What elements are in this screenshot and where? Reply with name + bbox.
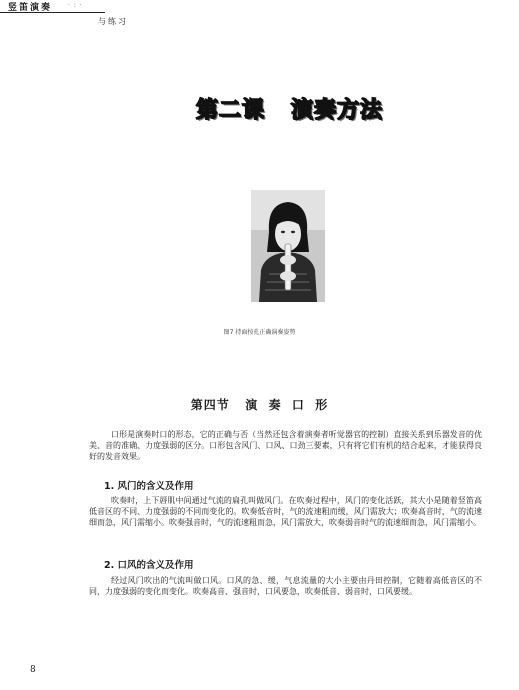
intro-paragraph: 口形是演奏时口的形态，它的正确与否（当然还包含着演奏者听觉器官的控制）直接关系到乐器发音的优美、音的准确、力度强弱的区分。口形包含风门、口风、口劲三要素，只有将它们有机的结合起来，才能获得良好的发音效果。	[89, 430, 482, 461]
header-rule	[0, 12, 105, 13]
book-title: 竖笛演奏	[8, 3, 53, 13]
subheading-airflow: 2. 口风的含义及作用	[104, 560, 194, 571]
airgate-paragraph: 吹奏时，上下唇肌中间通过气流的扁孔叫做风门。在吹奏过程中，风门的变化活跃，其大小是随着竖笛高低音区的不同、力度强弱的不同而变化的。吹奏低音时，气的流速粗而缓，风门需放大；吹奏高音时，气的流速细而急，风门需缩小。吹奏强音时，气的流速粗而急，风门需放大，吹奏弱音时气的流速细而急，风门需缩小。	[89, 496, 482, 527]
page-number: 8	[30, 665, 36, 675]
figure-caption: 图7 持面按孔正确演奏姿势	[223, 329, 296, 336]
performer-photo	[251, 190, 325, 302]
airflow-paragraph: 经过风门吹出的气流叫做口风。口风的急、缓，气息流量的大小主要由丹田控制，它随着高低音区的不同，力度强弱的变化而变化。吹奏高音、强音时，口风要急，吹奏低音、弱音时，口风要缓。	[89, 576, 482, 596]
lesson-title: 第二课 演奏方法	[196, 98, 383, 123]
girl-playing-recorder-image	[251, 190, 325, 302]
header-ornament: · : ·	[68, 2, 83, 9]
subheading-airgate: 1. 风门的含义及作用	[104, 481, 194, 492]
section-title: 第四节 演 奏 口 形	[190, 398, 329, 412]
book-subtitle: 与练习	[98, 17, 128, 26]
